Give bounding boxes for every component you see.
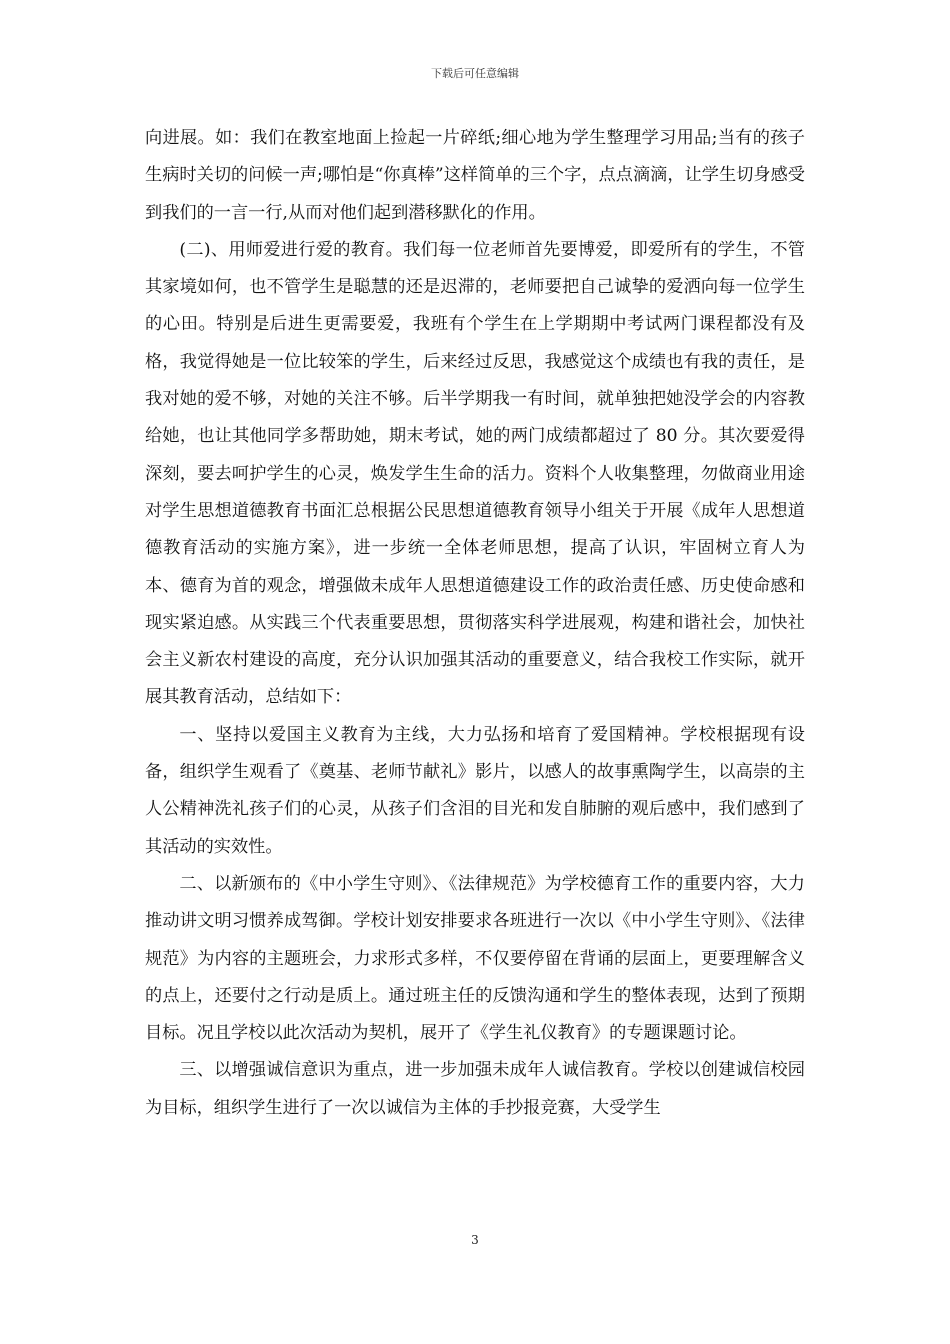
paragraph-teacher-love: (二)、用师爱进行爱的教育。我们每一位老师首先要博爱，即爱所有的学生，不管其家境如何，也不管学生是聪慧的还是迟滞的，老师要把自己诚挚的爱洒向每一位学生的心田。特别是后进生更需要爱，我班有个学生在上学期期中考试两门课程都没有及格，我觉得她是一位比较笨的学生，后来经过反思，我感觉这个成绩也有我的责任，是我对她的爱不够，对她的关注不够。后半学期我一有时间，就单独把她没学会的内容教给她，也让其他同学多帮助她，期末考试，她的两门成绩都超过了 80 分。其次要爱得深刻，要去呵护学生的心灵，焕发学生生命的活力。资料个人收集整理，勿做商业用途对学生思想道德教育书面汇总根据公民思想道德教育领导小组关于开展《成年人思想道德教育活动的实施方案》，进一步统一全体老师思想，提高了认识，牢固树立育人为本、德育为首的观念，增强做未成年人思想道德建设工作的政治责任感、历史使命感和现实紧迫感。从实践三个代表重要思想，贯彻落实科学进展观，构建和谐社会，加快社会主义新农村建设的高度，充分认识加强其活动的重要意义，结合我校工作实际，就开展其教育活动，总结如下： — [145, 239, 805, 708]
paragraph-patriotism: 一、坚持以爱国主义教育为主线，大力弘扬和培育了爱国精神。学校根据现有设备，组织学生观看了《奠基、老师节献礼》影片，以感人的故事熏陶学生，以高崇的主人公精神洗礼孩子们的心灵，从孩子们含泪的目光和发自肺腑的观后感中，我们感到了其活动的实效性。 — [145, 724, 805, 857]
page-number: 3 — [471, 1233, 479, 1247]
page-header: 下载后可任意编辑 — [431, 67, 519, 80]
paragraph-integrity: 三、以增强诚信意识为重点，进一步加强未成年人诚信教育。学校以创建诚信校园为目标，组织学生进行了一次以诚信为主体的手抄报竞赛，大受学生 — [145, 1060, 805, 1118]
paragraph-student-code: 二、以新颁布的《中小学生守则》、《法律规范》为学校德育工作的重要内容，大力推动讲文明习惯养成驾御。学校计划安排要求各班进行一次以《中小学生守则》、《法律规范》为内容的主题班会，力求形式多样，不仅要停留在背诵的层面上，更要理解含义的点上，还要付之行动是质上。通过班主任的反馈沟通和学生的整体表现，达到了预期目标。况且学校以此次活动为契机，展开了《学生礼仪教育》的专题课题讨论。 — [145, 873, 805, 1044]
document-body — [145, 120, 805, 1127]
paragraph-continuation: 向进展。如：我们在教室地面上捡起一片碎纸;细心地为学生整理学习用品;当有的孩子生病时关切的问候一声;哪怕是“你真棒”这样简单的三个字，点点滴滴，让学生切身感受到我们的一言一行,从而对他们起到潜移默化的作用。 — [145, 128, 805, 223]
